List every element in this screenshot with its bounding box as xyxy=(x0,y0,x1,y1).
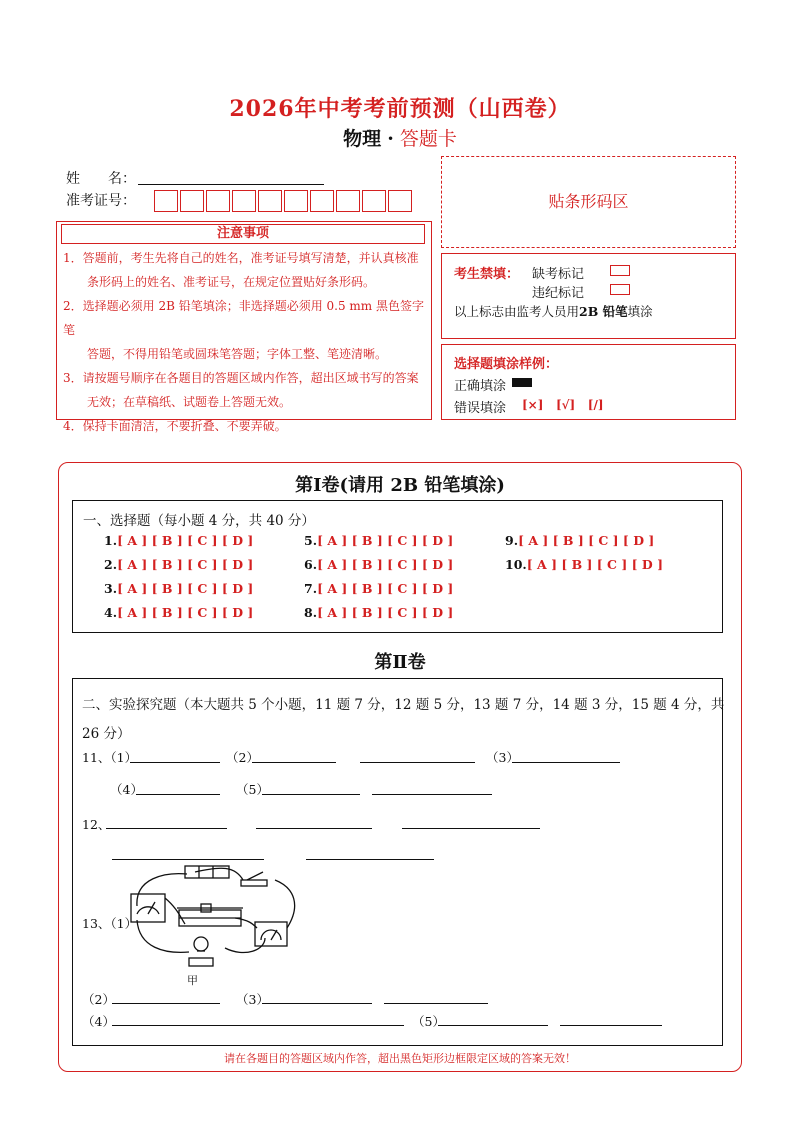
choice-question-9[interactable]: 9.[ A ] [ B ] [ C ] [ D ] xyxy=(505,533,655,548)
page-title: 2026年中考考前预测（山西卷） xyxy=(229,96,571,122)
correct-fill-sample xyxy=(512,378,532,387)
choice-question-1[interactable]: 1.[ A ] [ B ] [ C ] [ D ] xyxy=(104,533,254,548)
exam-id-cell[interactable] xyxy=(310,190,334,212)
q11-2-label: （2） xyxy=(226,750,259,765)
q11-1-blank[interactable] xyxy=(130,761,220,763)
exam-id-cell[interactable] xyxy=(232,190,256,212)
wrong-marks xyxy=(522,398,604,412)
violation-label: 违纪标记 xyxy=(532,286,585,301)
experiment-section-title: 二、实验探究题（本大题共 5 个小题，11 题 7 分，12 题 5 分，13 题 7 分，14 题 3 分，15 题 4 分，共 xyxy=(82,697,725,713)
forbidden-box xyxy=(441,253,736,339)
notice-header xyxy=(61,224,425,244)
notice-line: 4．保持卡面清洁，不要折叠、不要弄破。 xyxy=(63,419,287,433)
q11-2-blank-b[interactable] xyxy=(360,761,475,763)
notice-line: 答题，不得用铅笔或圆珠笔答题；字体工整、笔迹清晰。 xyxy=(63,347,388,361)
forbidden-note-end: 填涂 xyxy=(627,304,653,319)
part2-title: 第Ⅱ卷 xyxy=(374,652,426,673)
exam-id-cell[interactable] xyxy=(284,190,308,212)
q11-3-blank[interactable] xyxy=(512,761,620,763)
q12-blank-1[interactable] xyxy=(106,827,227,829)
card-label: 答题卡 xyxy=(399,128,457,150)
exam-id-boxes[interactable] xyxy=(154,190,414,212)
experiment-section-title-cont: 26 分） xyxy=(82,726,131,742)
figure-caption: 甲 xyxy=(187,974,198,987)
choice-question-2[interactable]: 2.[ A ] [ B ] [ C ] [ D ] xyxy=(104,557,254,572)
sample-title: 选择题填涂样例： xyxy=(454,357,559,372)
part1-title: 第Ⅰ卷(请用 2B 铅笔填涂) xyxy=(295,475,505,496)
choice-question-4[interactable]: 4.[ A ] [ B ] [ C ] [ D ] xyxy=(104,605,254,620)
forbidden-note-text: 以上标志由监考人员用 xyxy=(454,304,580,319)
exam-id-cell[interactable] xyxy=(206,190,230,212)
barcode-label: 贴条形码区 xyxy=(548,192,629,211)
notice-line: 条形码上的姓名、准考证号，在规定位置贴好条形码。 xyxy=(63,275,376,289)
q13-4-label: （4） xyxy=(82,1014,115,1029)
notice-box xyxy=(56,221,432,433)
q13-5-label: （5） xyxy=(412,1014,445,1029)
notice-line: 3．请按题号顺序在各题目的答题区域内作答，超出区域书写的答案 xyxy=(63,371,419,385)
wrong-mark-slash: [/] xyxy=(587,398,604,412)
q13-2-label: （2） xyxy=(82,992,115,1007)
exam-id-cell[interactable] xyxy=(336,190,360,212)
choice-question-8[interactable]: 8.[ A ] [ B ] [ C ] [ D ] xyxy=(304,605,454,620)
q11-4-label: （4） xyxy=(110,782,143,797)
notice-line: 2．选择题必须用 2B 铅笔填涂；非选择题必须用 0.5 mm 黑色签字笔 xyxy=(63,299,425,337)
choice-question-3[interactable]: 3.[ A ] [ B ] [ C ] [ D ] xyxy=(104,581,254,596)
notice-line: 无效；在草稿纸、试题卷上答题无效。 xyxy=(63,395,292,409)
page-subtitle xyxy=(0,124,800,151)
wrong-mark-check: [√] xyxy=(555,398,576,412)
name-label: 姓 名： xyxy=(66,171,136,187)
exam-id-cell[interactable] xyxy=(258,190,282,212)
q13-5-blank-b[interactable] xyxy=(560,1024,662,1026)
choice-question-10[interactable]: 10.[ A ] [ B ] [ C ] [ D ] xyxy=(505,557,663,572)
notice-line: 1．答题前，考生先将自己的姓名，准考证号填写清楚，并认真核准 xyxy=(63,251,419,265)
name-field[interactable] xyxy=(138,183,324,185)
q11-5-blank-b[interactable] xyxy=(372,793,492,795)
exam-id-cell[interactable] xyxy=(154,190,178,212)
q13-3-label: （3） xyxy=(236,992,269,1007)
forbidden-label: 考生禁填： xyxy=(454,267,520,282)
exam-id-cell[interactable] xyxy=(388,190,412,212)
q11-5-label: （5） xyxy=(236,782,269,797)
choice-question-7[interactable]: 7.[ A ] [ B ] [ C ] [ D ] xyxy=(304,581,454,596)
q13-4-blank[interactable] xyxy=(112,1024,404,1026)
footer-warning: 请在各题目的答题区域内作答，超出黑色矩形边框限定区域的答案无效！ xyxy=(224,1052,576,1065)
absent-label: 缺考标记 xyxy=(532,267,585,282)
exam-id-cell[interactable] xyxy=(362,190,386,212)
correct-label: 正确填涂 xyxy=(454,379,507,394)
q13-5-blank-a[interactable] xyxy=(438,1024,548,1026)
choice-section-title: 一、选择题（每小题 4 分，共 40 分） xyxy=(83,513,315,529)
sample-box xyxy=(441,344,736,420)
forbidden-note xyxy=(454,302,653,320)
absent-mark-box[interactable] xyxy=(610,265,630,276)
wrong-mark-cross: [×] xyxy=(522,398,544,412)
q13-3-blank-b[interactable] xyxy=(384,1002,488,1004)
q11-2-blank-a[interactable] xyxy=(252,761,336,763)
q12-label: 12、 xyxy=(82,817,111,832)
choice-question-6[interactable]: 6.[ A ] [ B ] [ C ] [ D ] xyxy=(304,557,454,572)
q12-blank-2[interactable] xyxy=(256,827,372,829)
notice-title: 注意事项 xyxy=(216,226,269,241)
notice-list xyxy=(63,246,431,438)
subject-label: 物理 xyxy=(343,128,382,150)
subtitle-dot: · xyxy=(387,128,394,150)
wrong-label: 错误填涂 xyxy=(454,401,507,416)
circuit-figure xyxy=(125,858,305,978)
q13-2-blank[interactable] xyxy=(112,1002,220,1004)
exam-id-cell[interactable] xyxy=(180,190,204,212)
barcode-area xyxy=(441,156,736,248)
q11-5-blank-a[interactable] xyxy=(262,793,360,795)
q12-blank-5[interactable] xyxy=(306,858,434,860)
q11-4-blank[interactable] xyxy=(136,793,220,795)
q12-blank-3[interactable] xyxy=(402,827,540,829)
forbidden-note-bold: 2B 铅笔 xyxy=(579,304,628,319)
exam-id-label: 准考证号： xyxy=(66,193,136,209)
q13-3-blank-a[interactable] xyxy=(262,1002,372,1004)
q11-label: 11、（1） xyxy=(82,750,138,765)
q13-label: 13、（1） xyxy=(82,916,138,931)
q11-3-label: （3） xyxy=(486,750,519,765)
violation-mark-box[interactable] xyxy=(610,284,630,295)
choice-question-5[interactable]: 5.[ A ] [ B ] [ C ] [ D ] xyxy=(304,533,454,548)
